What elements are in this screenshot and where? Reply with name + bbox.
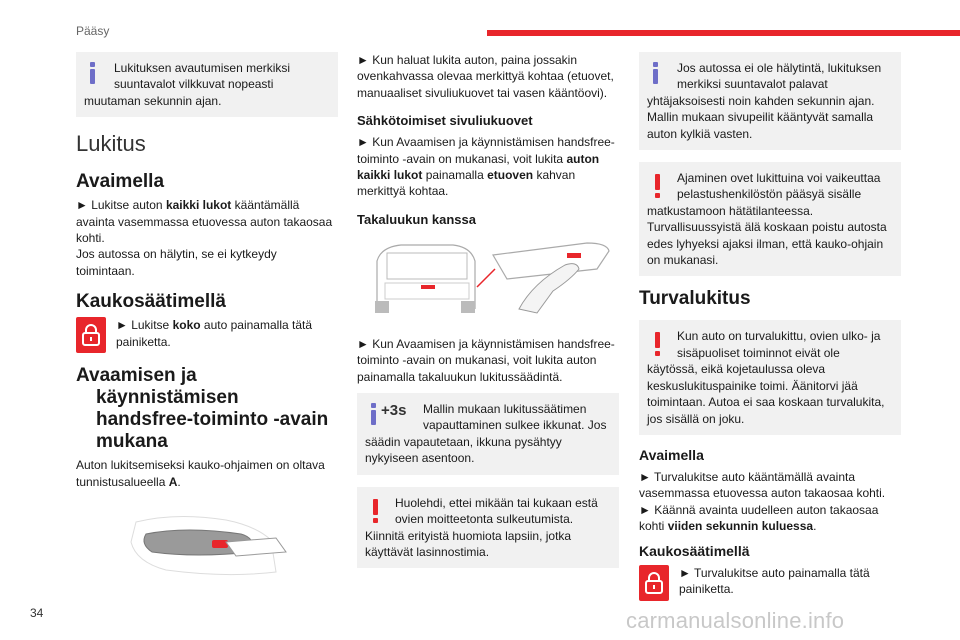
warning-icon xyxy=(647,170,673,200)
paragraph: Auton lukitsemiseksi kauko-ohjaimen on oltava tunnistusalueella A. xyxy=(76,458,325,489)
remote-text: ► Turvalukitse auto painamalla tätä painiketta. xyxy=(679,565,870,596)
heading-avaimella: Avaimella xyxy=(76,171,165,193)
remote-instruction xyxy=(639,565,901,601)
heading-sivuliukuovet: Sähkötoimiset sivuliukuovet xyxy=(357,113,533,129)
info-icon xyxy=(84,60,110,90)
heading-handsfree: Avaamisen ja käynnistämisen handsfree-toiminto -avain mukana xyxy=(76,365,329,453)
info-text: Mallin mukaan lukitussäätimen vapauttaminen sulkee ikkunat. Jos säädin vapautetaan, ikkuna pysähtyy nykyiseen asentoon. xyxy=(365,402,607,466)
info-text: Lukituksen avautumisen merkiksi suuntavalot vilkkuvat nopeasti muutaman sekunnin ajan. xyxy=(84,61,291,108)
column-2 xyxy=(357,52,619,580)
paragraph: ► Turvalukitse auto kääntämällä avainta vasemmassa etuovessa auton takaosaa kohti. xyxy=(639,469,886,501)
remote-text: ► Lukitse koko auto painamalla tätä painiketta. xyxy=(116,318,313,349)
warning-box xyxy=(639,162,901,276)
remote-instruction xyxy=(76,317,338,353)
warning-box xyxy=(357,487,619,569)
page-number: 34 xyxy=(30,606,44,620)
warning-text: Huolehdi, ettei mikään tai kukaan estä ovien moitteetonta sulkeutumista. Kiinnitä erityistä huomiota lapsiin, jotka käyttävät lasinnostimia. xyxy=(365,495,598,559)
heading-kaukosaatimella: Kaukosäätimellä xyxy=(639,542,750,559)
watermark: carmanualsonline.info xyxy=(626,608,845,633)
heading-kaukosaatimella: Kaukosäätimellä xyxy=(76,291,226,313)
heading-turvalukitus: Turvalukitus xyxy=(639,288,751,310)
heading-takaluukku: Takaluukun kanssa xyxy=(357,211,476,227)
door-handle-illustration xyxy=(76,512,338,584)
info-icon xyxy=(365,401,419,431)
tailgate-illustration xyxy=(357,239,619,319)
warning-icon xyxy=(365,495,391,525)
section-title: Pääsy xyxy=(76,24,110,38)
column-3 xyxy=(639,52,901,611)
lock-icon xyxy=(76,317,106,353)
lock-icon xyxy=(639,565,669,601)
paragraph: ► Kun Avaamisen ja käynnistämisen handsfree-toiminto -avain on mukanasi, voit lukita auton painamalla takaluukun lukitussäädintä. xyxy=(357,336,615,384)
info-text: Jos autossa ei ole hälytintä, lukituksen merkiksi suuntavalot palavat yhtäjaksoisesti noin kahden sekunnin ajan. Mallin mukaan sivupeilit kääntyvät samalla auton kylkiä vasten. xyxy=(647,61,882,141)
heading-lukitus: Lukitus xyxy=(76,131,146,157)
heading-avaimella: Avaimella xyxy=(639,446,704,463)
header-accent-bar xyxy=(487,30,960,36)
info-icon xyxy=(647,60,673,90)
warning-text: Ajaminen ovet lukittuina voi vaikeuttaa pelastushenkilöstön pääsyä sisälle matkustamoon hätätilanteessa. Turvallisuussyistä älä koskaan poistu autosta edes lyhyeksi ajaksi ilman, että kauko-ohjain on mukanasi. xyxy=(647,171,887,268)
info-box xyxy=(76,52,338,117)
column-1 xyxy=(76,52,338,589)
warning-text: Kun auto on turvalukittu, ovien ulko- ja sisäpuoliset toiminnot eivät ole käytössä, eikä kojetaulussa oleva keskuslukituspainike toimi. Äänitorvi jää toimintaan. Autoa ei saa koskaan turvalukita, jos sisällä on joku. xyxy=(647,329,885,426)
info-box xyxy=(357,393,619,475)
info-box xyxy=(639,52,901,150)
warning-icon xyxy=(647,328,673,358)
paragraph: ► Käännä avainta uudelleen auton takaosaa kohti viiden sekunnin kuluessa. xyxy=(639,502,879,534)
warning-box xyxy=(639,320,901,434)
paragraph: ► Kun haluat lukita auton, paina jossakin ovenkahvassa olevaa merkittyä kohtaa (etuovet, manuaaliset sivuliukuovet tai vasen kääntöovi). xyxy=(357,53,614,100)
timer-badge: +3s xyxy=(381,402,407,420)
paragraph: ► Lukitse auton kaikki lukot kääntämällä avainta vasemmassa etuovessa auton takaosaa kohti. Jos autossa on hälytin, se ei kytkeydy toimintaan. xyxy=(76,198,333,278)
paragraph: ► Kun Avaamisen ja käynnistämisen handsfree-toiminto -avain on mukanasi, voit lukita auton kaikki lukot painamalla etuoven kahvan merkittyä kohtaa. xyxy=(357,135,615,199)
